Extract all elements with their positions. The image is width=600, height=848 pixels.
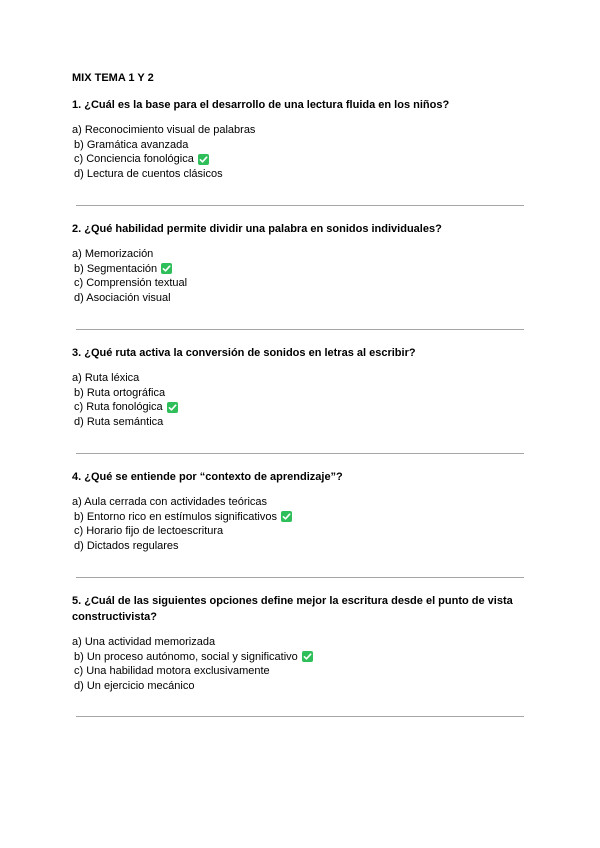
option-a — [72, 635, 524, 650]
option-label: b) Ruta ortográfica — [74, 386, 166, 399]
check-mark-icon — [167, 402, 178, 413]
option-label: b) Gramática avanzada — [74, 138, 189, 151]
option-b — [72, 262, 524, 277]
option-label: b) Un proceso autónomo, social y significativo — [74, 650, 298, 663]
option-label: d) Lectura de cuentos clásicos — [74, 167, 223, 180]
option-label: d) Asociación visual — [74, 291, 171, 304]
option-label: c) Comprensión textual — [74, 277, 188, 290]
option-label: c) Ruta fonológica — [74, 401, 163, 414]
check-mark-icon — [302, 651, 313, 662]
option-b — [72, 510, 524, 525]
option-c — [72, 276, 524, 291]
option-b — [72, 650, 524, 665]
option-c — [72, 524, 524, 539]
option-d — [72, 291, 524, 306]
question-text: 3. ¿Qué ruta activa la conversión de sonidos en letras al escribir? — [72, 347, 416, 359]
option-label: c) Conciencia fonológica — [74, 153, 194, 166]
option-b — [72, 138, 524, 153]
option-label: a) Reconocimiento visual de palabras — [72, 124, 256, 136]
question-text: 5. ¿Cuál de las siguientes opciones define mejor la escritura desde el punto de vista constructivista? — [72, 595, 513, 623]
option-label: d) Un ejercicio mecánico — [74, 679, 195, 692]
question-2 — [72, 221, 524, 305]
options-list — [72, 247, 524, 305]
option-a — [72, 123, 524, 138]
option-label: a) Una actividad memorizada — [72, 636, 216, 648]
question-text: 2. ¿Qué habilidad permite dividir una palabra en sonidos individuales? — [72, 223, 442, 235]
question-4 — [72, 469, 524, 553]
question-3 — [72, 345, 524, 429]
check-mark-icon — [161, 263, 172, 274]
option-c — [72, 400, 524, 415]
document-title: MIX TEMA 1 Y 2 — [72, 72, 154, 84]
option-b — [72, 386, 524, 401]
option-label: b) Segmentación — [74, 262, 158, 275]
option-a — [72, 247, 524, 262]
check-mark-icon — [198, 154, 209, 165]
options-list — [72, 635, 524, 693]
option-label: c) Horario fijo de lectoescritura — [74, 525, 224, 538]
options-list — [72, 123, 524, 181]
option-c — [72, 152, 524, 167]
question-1 — [72, 97, 524, 181]
option-label: a) Ruta léxica — [72, 372, 140, 384]
option-label: d) Ruta semántica — [74, 415, 164, 428]
option-label: a) Aula cerrada con actividades teóricas — [72, 496, 268, 508]
option-label: b) Entorno rico en estímulos significativos — [74, 510, 277, 523]
check-mark-icon — [281, 511, 292, 522]
option-label: c) Una habilidad motora exclusivamente — [74, 665, 270, 678]
options-list — [72, 495, 524, 553]
divider — [76, 453, 524, 454]
divider — [76, 329, 524, 330]
divider — [76, 205, 524, 206]
option-d — [72, 539, 524, 554]
option-d — [72, 167, 524, 182]
option-c — [72, 664, 524, 679]
options-list — [72, 371, 524, 429]
option-label: d) Dictados regulares — [74, 539, 179, 552]
divider — [76, 716, 524, 717]
option-label: a) Memorización — [72, 248, 154, 260]
option-a — [72, 495, 524, 510]
option-a — [72, 371, 524, 386]
question-text: 4. ¿Qué se entiende por “contexto de aprendizaje”? — [72, 471, 343, 483]
option-d — [72, 679, 524, 694]
divider — [76, 577, 524, 578]
option-d — [72, 415, 524, 430]
question-5 — [72, 593, 524, 693]
question-text: 1. ¿Cuál es la base para el desarrollo de una lectura fluida en los niños? — [72, 99, 450, 111]
